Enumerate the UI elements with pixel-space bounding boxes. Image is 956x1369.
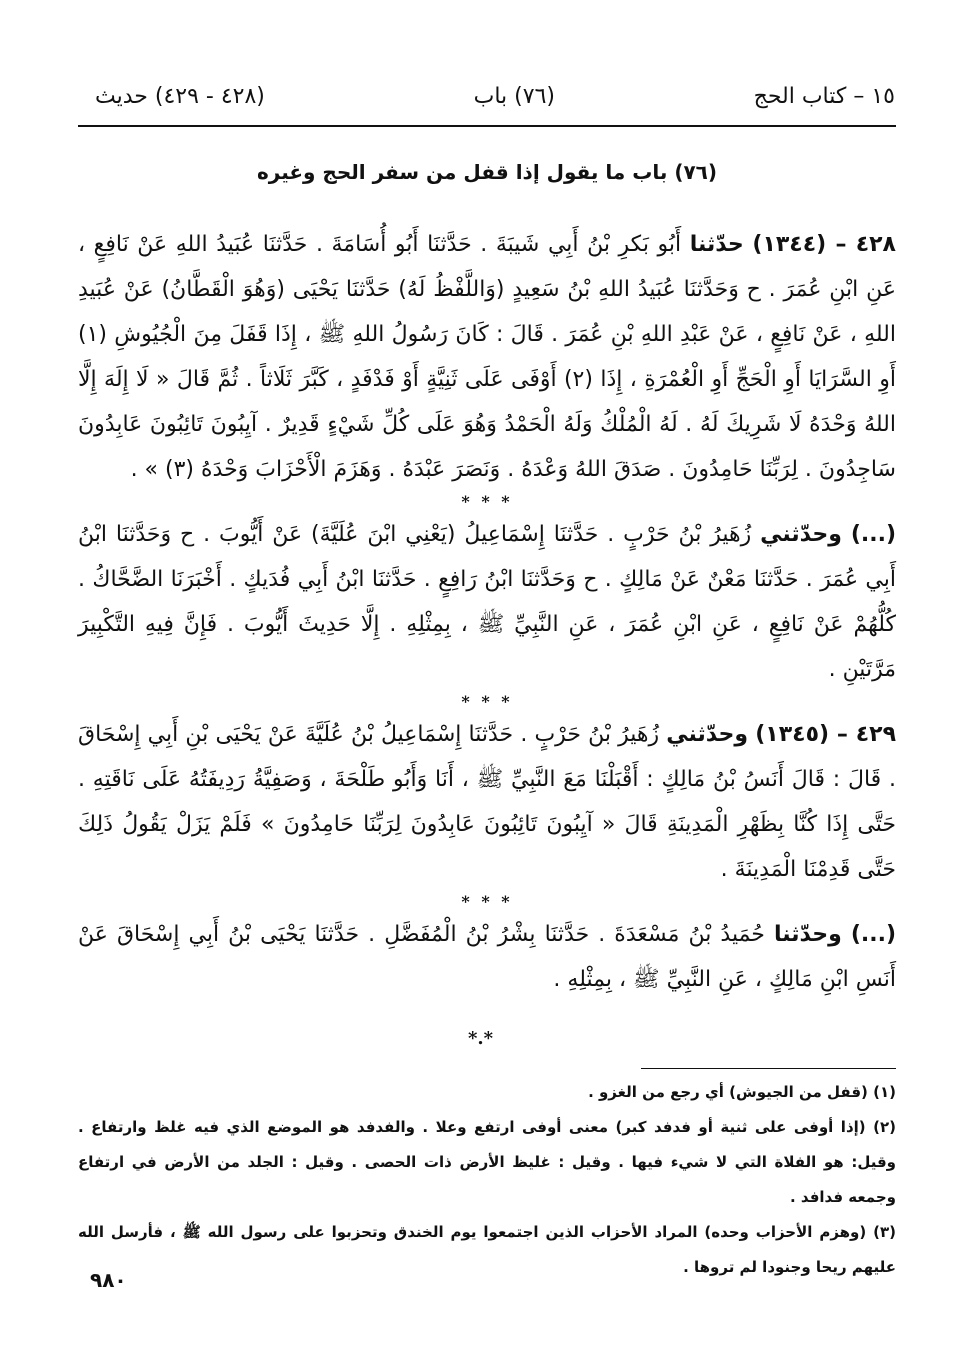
narration-verb: وحدّثنا	[774, 922, 842, 947]
footnote: (٢) (إذا أوفى على ثنية أو فدفد كبر) معنى أوفى ارتفع وعلا . والفدفد هو الموضع الذي فيه غلظ وارتفاع . وقيل: هو الفلاة التي لا شيء فيها . وقيل : غليظ الأرض ذات الحصى . وقيل : الجلد من الأرض في ارتفاع وجمعه فدافد .	[78, 1118, 896, 1206]
hadith-number: ٤٢٩ – (١٣٤٥)	[755, 722, 897, 747]
end-mark: *.*	[468, 1028, 494, 1049]
header-chapter-number: (٧٦) باب	[473, 84, 555, 109]
narration-verb: وحدّثني	[760, 522, 842, 547]
footnotes	[78, 1075, 896, 1285]
main-text	[78, 222, 896, 1002]
narration-verb: وحدّثني	[666, 722, 749, 747]
running-header	[95, 78, 895, 122]
hadith-text: حُمَيدُ بْنُ مَسْعَدَةَ . حَدَّثنَا بِشْرُ بْنُ الْمُفَضَّلِ . حَدَّثنَا يَحْيَى بْنُ أَبِي إِسْحَاقَ عَنْ أَنَسِ ابْنِ مَالِكٍ ، عَنِ النَّبِيِّ ﷺ ، بِمِثْلِهِ .	[78, 922, 896, 992]
separator: * * *	[461, 692, 513, 711]
chapter-title: (٧٦) باب ما يقول إذا قفل من سفر الحج وغيره	[256, 160, 718, 184]
page-number: ٩٨٠	[90, 1268, 127, 1292]
narration-verb: حدّثنا	[689, 232, 744, 257]
footnote: (٣) (وهزم الأحزاب وحده) المراد الأحزاب الذين اجتمعوا يوم الخندق وتحزبوا على رسول الله ﷺ ، فأرسل الله عليهم ريحا وجنودا لم تروها .	[78, 1223, 896, 1276]
hadith-number: (...)	[850, 922, 897, 947]
header-hadith-range: (٤٢٨ - ٤٢٩) حديث	[95, 84, 265, 109]
hadith-number: ٤٢٨ – (١٣٤٤)	[752, 232, 896, 257]
hadith-number: (...)	[850, 522, 896, 547]
hadith-paragraph	[78, 222, 896, 492]
hadith-text: زُهَيرُ بْنُ حَرْبٍ . حَدَّثنَا إِسْمَاعِيلُ (يَعْنِي ابْنَ عُلَيَّةَ) عَنْ أَيُّوبَ . ح وَحَدَّثنَا ابْنُ أَبِي عُمَرَ . حَدَّثنَا مَعْنٌ عَنْ مَالِكٍ . ح وَحَدَّثنَا ابْنُ رَافِعٍ . حَدَّثنَا ابْنُ أَبِي فُدَيكٍ . أَخْبَرَنَا الضَّحَّاكُ . كُلُّهُمْ عَنْ نَافِعٍ ، عَنِ ابْنِ عُمَرَ ، عَنِ النَّبِيِّ ﷺ ، بِمِثْلِهِ . إِلَّا حَدِيثَ أَيُّوبَ . فَإِنَّ فِيهِ التَّكْبِيرَ مَرَّتَيْنِ .	[78, 522, 896, 682]
header-rule	[78, 125, 896, 127]
footnote: (١) (قفل من الجيوش) أي رجع من الغزو .	[588, 1083, 896, 1101]
header-book-title: ١٥ – كتاب الحج	[753, 84, 895, 109]
hadith-text: زُهَيرُ بْنُ حَرْبٍ . حَدَّثنَا إِسْمَاعِيلُ بْنُ عُلَيَّةَ عَنْ يَحْيَى بْنِ أَبِي إِسْحَاقَ . قَالَ : قَالَ أَنَسُ بْنُ مَالِكٍ : أَقْبَلْنَا مَعَ النَّبِيِّ ﷺ ، أَنَا وَأَبُو طَلْحَةَ ، وَصَفِيَّةُ رَدِيفَتُهُ عَلَى نَاقَتِهِ . حَتَّى إِذَا كُنَّا بِظَهْرِ الْمَدِينَةِ قَالَ « آيِبُونَ تَائِبُونَ عَابِدُونَ لِرَبِّنَا حَامِدُونَ » فَلَمْ يَزَلْ يَقُولُ ذَلِكَ حَتَّى قَدِمْنَا الْمَدِينَةَ .	[78, 722, 896, 882]
separator: * * *	[461, 892, 513, 911]
footnote-rule	[641, 1068, 896, 1069]
hadith-paragraph	[78, 512, 896, 692]
hadith-paragraph	[78, 712, 896, 892]
hadith-paragraph	[78, 912, 896, 1002]
separator: * * *	[461, 492, 513, 511]
hadith-text: أَبُو بَكرِ بْنُ أَبِي شَيبَةَ . حَدَّثنَا أَبُو أُسَامَةَ . حَدَّثنَا عُبَيدُ اللهِ عَنْ نَافِعٍ ، عَنِ ابْنِ عُمَرَ . ح وَحَدَّثنَا عُبَيدُ اللهِ بْنُ سَعِيدٍ (وَاللَّفْظُ لَهُ) حَدَّثنَا يَحْيَى (وَهُوَ الْقَطَّانُ) عَنْ عُبَيدِ اللهِ ، عَنْ نَافِعٍ ، عَنْ عَبْدِ اللهِ بْنِ عُمَرَ . قَالَ : كَانَ رَسُولُ اللهِ ﷺ ، إِذَا قَفَلَ مِنَ الْجُيُوشِ (١) أَوِ السَّرَايَا أَوِ الْحَجِّ أَوِ الْعُمْرَةِ ، إِذَا (٢) أَوْفَى عَلَى ثَنِيَّةٍ أَوْ فَدْفَدٍ ، كَبَّرَ ثَلَاثاً . ثُمَّ قَالَ « لَا إِلَهَ إِلَّا اللهُ وَحْدَهُ لَا شَرِيكَ لَهُ . لَهُ الْمُلْكُ وَلَهُ الْحَمْدُ وَهُوَ عَلَى كُلِّ شَيْءٍ قَدِيرٌ . آيِبُونَ تَائِبُونَ عَابِدُونَ سَاجِدُونَ . لِرَبِّنَا حَامِدُونَ . صَدَقَ اللهُ وَعْدَهُ . وَنَصَرَ عَبْدَهُ . وَهَزَمَ الْأَحْزَابَ وَحْدَهُ (٣) » .	[78, 232, 896, 482]
